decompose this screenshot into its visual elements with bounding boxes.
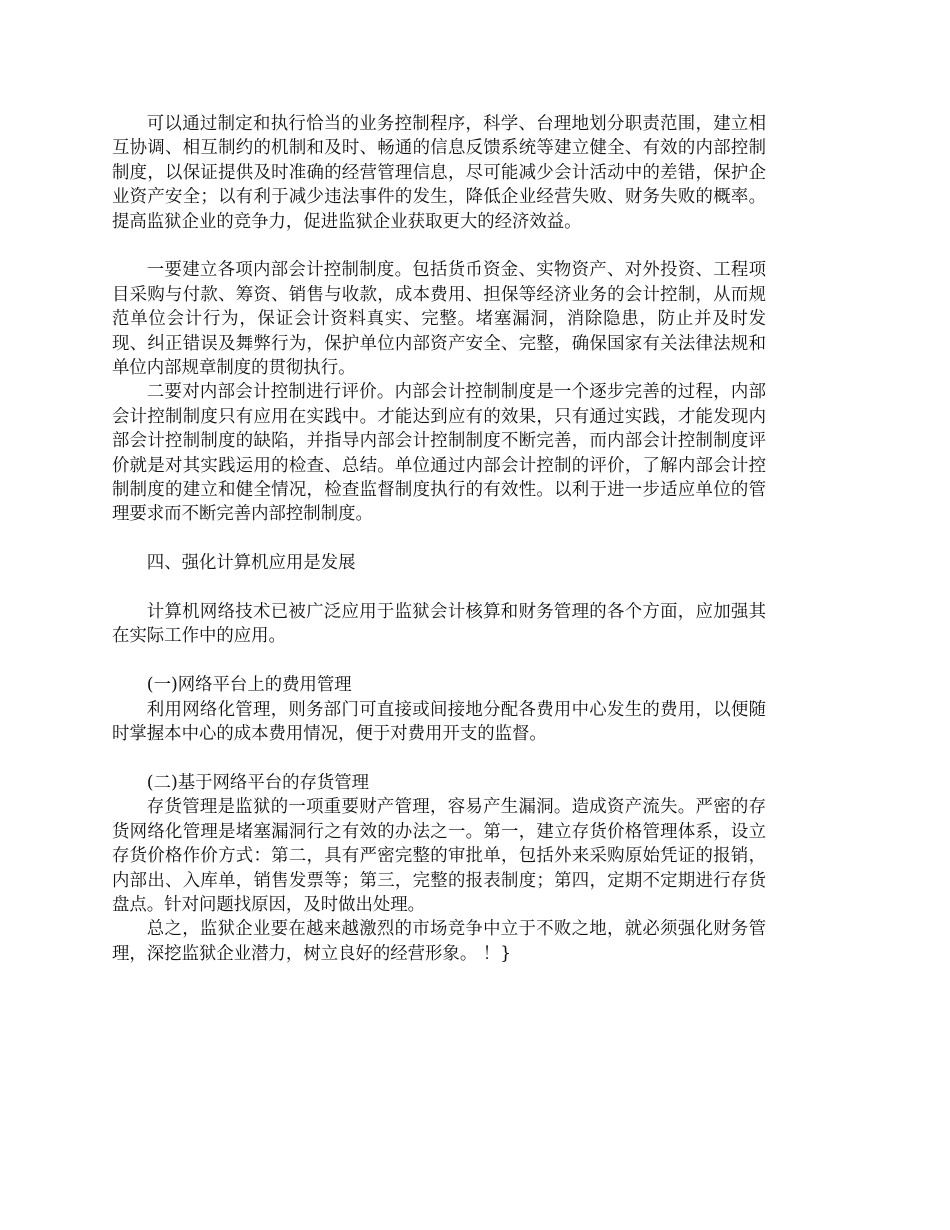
section-heading-computer-application: 四、强化计算机应用是发展 [146,553,356,574]
paragraph-conclusion: 总之，监狱企业要在越来越激烈的市场竞争中立于不败之地，就必须强化财务管理，深挖监狱企业潜力，树立良好的经营形象。 ！} [112,919,766,964]
paragraph-evaluate-controls: 二要对内部会计控制进行评价。内部会计控制制度是一个逐步完善的过程，内部会计控制制度只有应用在实践中。才能达到应有的效果，只有通过实践，才能发现内部会计控制制度的缺陷，并指导内部会计控制制度不断完善，而内部会计控制制度评价就是对其实践运用的检查、总结。单位通过内部会计控制的评价，了解内部会计控制制度的建立和健全情况，检查监督制度执行的有效性。以利于进一步适应单位的管理要求而不断完善内部控制制度。 [112,382,766,525]
subheading-expense-management: (一)网络平台上的费用管理 [146,675,352,696]
paragraph-expense-management: 利用网络化管理，则务部门可直接或间接地分配各费用中心发生的费用，以便随时掌握本中心的成本费用情况，便于对费用开支的监督。 [112,699,766,745]
paragraph-establish-controls: 一要建立各项内部会计控制制度。包括货币资金、实物资产、对外投资、工程项目采购与付款、筹资、销售与收款，成本费用、担保等经济业务的会计控制，从而规范单位会计行为，保证会计资料真实、完整。堵塞漏洞，消除隐患，防止并及时发现、纠正错误及舞弊行为，保护单位内部资产安全、完整，确保国家有关法律法规和单位内部规章制度的贯彻执行。 [112,260,766,379]
paragraph-internal-control-benefits: 可以通过制定和执行恰当的业务控制程序，科学、台理地划分职责范围，建立相互协调、相互制约的机制和及时、畅通的信息反馈系统等建立健全、有效的内部控制制度，以保证提供及时准确的经营管理信息，尽可能减少会计活动中的差错，保护企业资产安全；以有利于减少违法事件的发生，降低企业经营失败、财务失败的概率。提高监狱企业的竞争力，促进监狱企业获取更大的经济效益。 [112,114,766,232]
paragraph-inventory-management: 存货管理是监狱的一项重要财产管理，容易产生漏洞。造成资产流失。严密的存货网络化管理是堵塞漏洞行之有效的办法之一。第一，建立存货价格管理体系，设立存货价格作价方式：第二，具有严密完整的审批单，包括外来采购原始凭证的报销，内部出、入库单，销售发票等；第三，完整的报表制度；第四，定期不定期进行存货盘点。针对问题找原因，及时做出处理。 [112,797,766,915]
subheading-inventory-management: (二)基于网络平台的存货管理 [146,772,370,793]
paragraph-network-technology: 计算机网络技术已被广泛应用于监狱会计核算和财务管理的各个方面，应加强其在实际工作中的应用。 [112,602,766,647]
document-body [112,112,766,966]
